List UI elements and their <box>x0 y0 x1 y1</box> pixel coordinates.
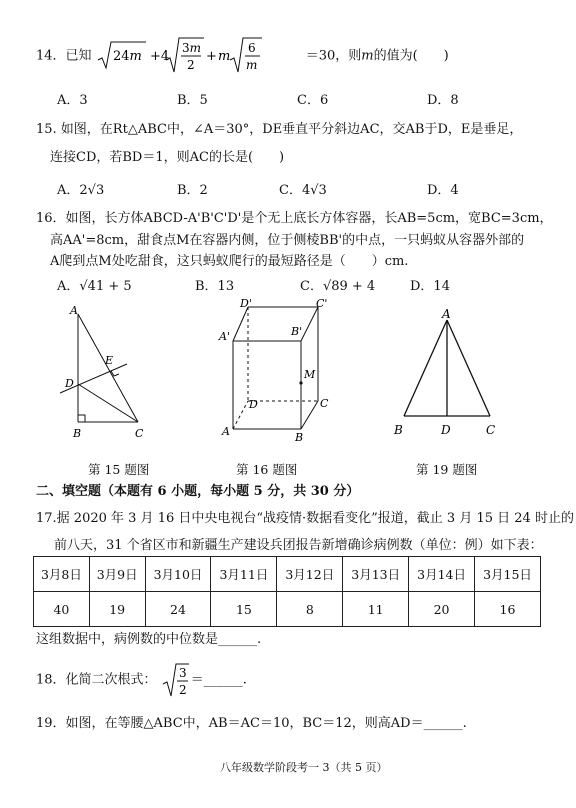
page-footer: 八年级数学阶段考一 3（共 5 页） <box>220 761 388 774</box>
q15-line1: 15. 如图，在Rt△ABC中，∠A＝30°，DE垂直平分斜边AC，交AB于D，E是垂足， <box>36 122 523 137</box>
svg-text:6: 6 <box>247 41 256 55</box>
fig16-label-d: D <box>249 398 258 411</box>
q16-line3: A爬到点M处吃甜食，这只蚂蚁爬行的最短路径是（ ）cm. <box>50 254 409 269</box>
fig15-caption: 第 15 题图 <box>88 462 150 477</box>
fig16-label-a-prime: A' <box>219 330 230 343</box>
figure-15 <box>55 300 160 445</box>
q14-option-a: A．3 <box>57 93 88 108</box>
table-header-cell: 3月11日 <box>211 557 277 592</box>
svg-text:+4: +4 <box>149 49 169 64</box>
table-cell: 16 <box>475 592 541 627</box>
q15-option-d: D．4 <box>427 183 459 198</box>
fig16-label-c: C <box>320 397 329 410</box>
q17-data-table <box>33 556 541 627</box>
q15-option-c: C．4√3 <box>279 183 327 198</box>
q16-option-c: C．√89 + 4 <box>300 279 376 294</box>
fig19-label-b: B <box>394 423 403 437</box>
fig16-label-d-prime: D' <box>240 297 252 310</box>
q15-option-b: B．2 <box>177 183 208 198</box>
table-header-cell: 3月10日 <box>145 557 211 592</box>
fig15-line-ac <box>78 314 138 422</box>
table-header-cell: 3月12日 <box>277 557 343 592</box>
q14-option-c: C．6 <box>297 93 329 108</box>
q17-line2: 前八天，31 个省区市和新疆生产建设兵团报告新增确诊病例数（单位：例）如下表： <box>54 538 543 553</box>
q14-end: 的值为( ) <box>373 48 449 64</box>
svg-text:2: 2 <box>186 58 195 72</box>
table-row <box>34 557 541 592</box>
table-cell: 24 <box>145 592 211 627</box>
q19-text: 19．如图，在等腰△ABC中，AB＝AC＝10，BC＝12，则高AD＝______. <box>36 716 467 731</box>
table-cell: 15 <box>211 592 277 627</box>
fig19-label-c: C <box>486 423 496 437</box>
table-cell: 40 <box>34 592 90 627</box>
table-cell: 20 <box>409 592 475 627</box>
figure-16 <box>216 295 346 445</box>
q16-option-d: D．14 <box>410 279 450 294</box>
fig15-label-b: B <box>73 427 82 440</box>
fig15-line-dc <box>78 384 138 422</box>
table-header-cell: 3月8日 <box>34 557 90 592</box>
fig15-right-angle-b <box>78 415 85 422</box>
fig16-label-b: B <box>295 431 304 444</box>
fig15-label-a: A <box>70 304 78 317</box>
fig19-label-d: D <box>441 423 451 437</box>
table-row <box>34 592 541 627</box>
q14-number: 14． <box>36 48 66 64</box>
q18-tail: ＝______. <box>190 672 247 688</box>
svg-text:24m: 24m <box>112 49 142 64</box>
table-header-cell: 3月15日 <box>475 557 541 592</box>
q16-line1: 16．如图，长方体ABCD-A'B'C'D'是个无上底长方体容器，长AB=5cm，宽BC=3cm， <box>36 211 553 226</box>
svg-text:m: m <box>217 49 231 64</box>
q14-option-b: B．5 <box>177 93 208 108</box>
svg-text:+: + <box>205 49 217 64</box>
fig15-label-c: C <box>135 427 144 440</box>
q14-stem <box>36 36 449 72</box>
q18-lead: 18．化简二次根式： <box>36 672 157 688</box>
svg-text:3m: 3m <box>181 41 201 55</box>
q14-lead: 已知 <box>65 48 92 64</box>
q18-radical <box>161 662 191 698</box>
fig16-label-b-prime: B' <box>291 325 303 338</box>
fig16-caption: 第 16 题图 <box>236 462 298 477</box>
q16-option-b: B．13 <box>195 279 235 294</box>
table-cell: 11 <box>343 592 409 627</box>
q14-radical-expression <box>96 36 306 76</box>
svg-text:m: m <box>245 58 258 72</box>
q14-tail: ＝30，则 <box>305 48 362 64</box>
q14-option-d: D．8 <box>427 93 459 108</box>
fig16-label-c-prime: C' <box>316 297 328 310</box>
section2-title: 二、填空题（本题有 6 小题，每小题 5 分，共 30 分） <box>36 484 360 499</box>
q14-var: m <box>361 48 374 64</box>
fig19-caption: 第 19 题图 <box>416 462 478 477</box>
figure-19 <box>390 306 510 440</box>
fig15-label-e: E <box>105 354 114 367</box>
q17-line1: 17.据 2020 年 3 月 16 日中央电视台“战疫情·数据看变化”报道，截止 3 月 15 日 24 时止的 <box>36 511 574 526</box>
table-cell: 19 <box>89 592 145 627</box>
q18-frac-den: 2 <box>178 683 187 697</box>
q16-line2: 高AA'=8cm，甜食点M在容器内侧，位于侧棱BB'的中点，一只蚂蚁从容器外部的 <box>50 233 525 248</box>
q18-frac-num: 3 <box>178 666 187 680</box>
table-header-cell: 3月9日 <box>89 557 145 592</box>
q16-option-a: A．√41 + 5 <box>57 279 132 294</box>
fig15-label-d: D <box>65 377 74 390</box>
q18-stem <box>36 662 247 698</box>
table-header-cell: 3月14日 <box>409 557 475 592</box>
table-cell: 8 <box>277 592 343 627</box>
q15-option-a: A．2√3 <box>57 183 105 198</box>
q17-after: 这组数据中，病例数的中位数是______. <box>36 632 262 647</box>
fig16-label-m: M <box>304 368 316 381</box>
q15-line2: 连接CD，若BD＝1，则AC的长是( ) <box>50 150 285 165</box>
fig16-label-a: A <box>222 425 230 438</box>
table-header-cell: 3月13日 <box>343 557 409 592</box>
fig19-label-a: A <box>442 307 451 321</box>
